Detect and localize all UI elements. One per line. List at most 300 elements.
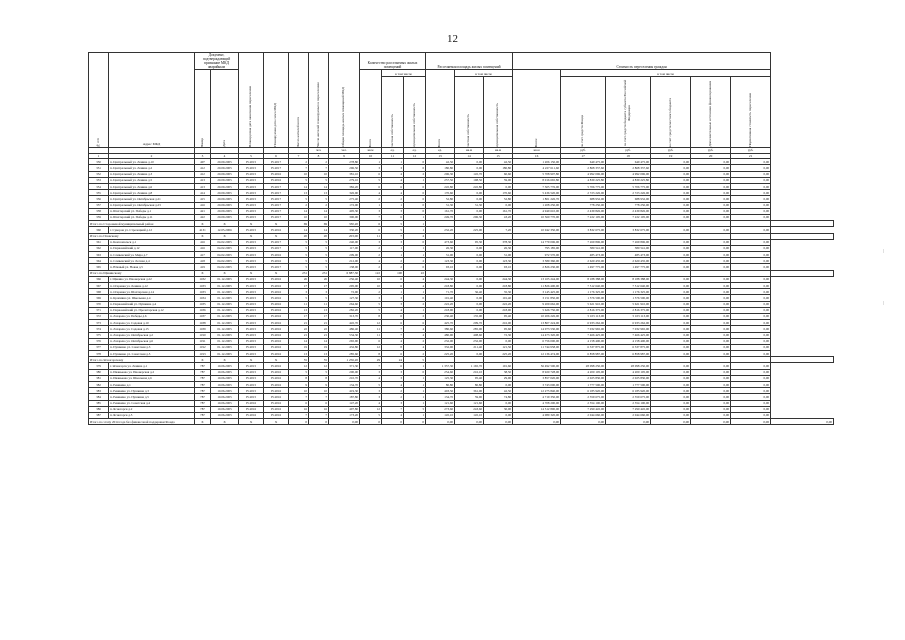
table-cell: IV.2016 [239, 406, 264, 412]
table-cell: 0,00 [731, 252, 771, 258]
table-cell: 14 779 006,00 [513, 239, 561, 245]
table-cell: 20.09.2005 [211, 208, 239, 214]
table-cell: 0,00 [731, 264, 771, 270]
table-cell: 13 [309, 307, 329, 313]
table-cell: 0,00 [691, 227, 731, 233]
table-cell: 3 [309, 289, 329, 295]
address-cell: п. Центральный ул. Октябрьская д.21 [109, 196, 195, 202]
table-cell: 326,90 [329, 190, 360, 196]
table-cell: 12 [360, 406, 382, 412]
table-cell: 2 868 337,60 [606, 165, 651, 171]
address-cell: п. Южный ул. Новая д.5 [109, 264, 195, 270]
table-cell: IV.2015 [239, 245, 264, 251]
table-cell: 2 [404, 338, 426, 344]
table-cell: 9 [289, 382, 309, 388]
table-cell: 6 [289, 400, 309, 406]
table-cell: 0 [360, 419, 382, 425]
table-cell: 10.06.2005 [211, 363, 239, 369]
table-cell: 0,00 [731, 419, 771, 425]
table-cell: 0,00 [651, 332, 691, 338]
table-cell: 6 [382, 320, 404, 326]
address-cell: п. Сливенский ул. Мира д.7 [109, 252, 195, 258]
table-cell: 417 [195, 252, 211, 258]
table-cell: 7 290 445,00 [606, 406, 651, 412]
table-cell: 380 541,00 [561, 245, 606, 251]
table-cell: 0,00 [455, 307, 484, 313]
table-cell: 5 706 775,00 [606, 184, 651, 190]
table-cell: 1 576 500,00 [561, 295, 606, 301]
table-cell: 0,00 [561, 419, 606, 425]
table-cell: 245,80 [426, 184, 455, 190]
table-cell: 4 158 400,00 [606, 338, 651, 344]
table-cell: 12 275 840,00 [513, 388, 561, 394]
table-cell: 12 [360, 344, 382, 350]
table-cell: 358 [89, 208, 109, 214]
table-cell: 497,80 [329, 406, 360, 412]
table-cell: 0,00 [691, 369, 731, 375]
table-cell: 4 [404, 326, 426, 332]
table-cell: 0,00 [771, 419, 834, 425]
address-cell: п. Сливенский ул. Лесная д.4 [109, 258, 195, 264]
table-cell: 2 [360, 289, 382, 295]
table-cell: 1 [382, 159, 404, 165]
table-cell: 380,60 [426, 326, 455, 332]
table-cell: 134,70 [329, 382, 360, 388]
table-cell: 10 [289, 388, 309, 394]
table-cell: 0,00 [651, 394, 691, 400]
table-cell: 42,50 [426, 159, 455, 165]
table-cell: 14 [309, 227, 329, 233]
table-cell: 209,00 [329, 252, 360, 258]
col-cost-total-header: Всего: [513, 70, 561, 148]
grp-rooms-header: Количество расселяемых жилых помещений [360, 53, 426, 70]
table-cell: 0,00 [651, 388, 691, 394]
table-cell: 21 [289, 332, 309, 338]
col-address-header: Адрес МКД [109, 53, 195, 148]
table-cell: 198,50 [455, 177, 484, 183]
table-cell: 0,00 [455, 351, 484, 357]
table-cell: 3 145 425,00 [513, 289, 561, 295]
table-cell: 360 [89, 227, 109, 233]
table-cell: 375 [89, 332, 109, 338]
table-cell: 0,00 [731, 388, 771, 394]
column-number-cell: 3 [195, 153, 211, 159]
table-cell: 13 [309, 190, 329, 196]
table-cell: 2 816 375,00 [606, 307, 651, 313]
table-cell: IV.2015 [239, 190, 264, 196]
table-cell: 7 512 640,00 [606, 283, 651, 289]
table-cell: 4 227 611,60 [513, 165, 561, 171]
table-cell: 0,00 [691, 351, 731, 357]
table-cell [771, 357, 834, 363]
address-cell: п. Ясногорск д.2 [109, 406, 195, 412]
table-cell: 14 [289, 227, 309, 233]
table-cell: 232,00 [426, 338, 455, 344]
table-cell: 72,90 [329, 289, 360, 295]
table-cell: 0,00 [731, 412, 771, 418]
table-cell: 22 [309, 326, 329, 332]
table-cell: 1 [382, 245, 404, 251]
table-cell: IV.2016 [264, 363, 289, 369]
table-cell: 256,40 [329, 276, 360, 282]
table-cell: 0,00 [455, 419, 484, 425]
table-cell: 480,90 [426, 332, 455, 338]
table-cell: X [239, 357, 264, 363]
table-cell: 1 497 775,00 [606, 264, 651, 270]
table-cell: 7 [360, 214, 382, 220]
table-cell: 26,30 [426, 245, 455, 251]
table-cell: 0,00 [731, 313, 771, 319]
address-cell: п. Пушкино ул. Советская д.5 [109, 351, 195, 357]
table-cell: 10 [289, 171, 309, 177]
col-cost-budget-header: за счет средств бюджета субъекта Российской Федерации [606, 77, 651, 148]
table-cell: 26,30 [484, 245, 513, 251]
table-cell: 4 089 320,00 [513, 412, 561, 418]
table-cell: 5 [289, 369, 309, 375]
table-cell: 0,00 [455, 295, 484, 301]
table-cell: IV.2017 [264, 264, 289, 270]
table-cell: 372 [89, 313, 109, 319]
table-cell: 385 [89, 400, 109, 406]
table-cell: 2 816 375,00 [561, 307, 606, 313]
margin-mark: | [883, 248, 884, 253]
table-cell: 3 [382, 375, 404, 381]
table-cell: 10 560 770,00 [513, 214, 561, 220]
table-cell: 95,30 [455, 239, 484, 245]
table-cell: 93,10 [426, 264, 455, 270]
table-cell: 0,00 [691, 202, 731, 208]
table-cell: 0,00 [651, 171, 691, 177]
table-cell: 01.12.2005 [211, 301, 239, 307]
column-number-cell: 10 [360, 153, 382, 159]
table-cell: 1 [404, 289, 426, 295]
table-cell: 0,00 [691, 382, 731, 388]
table-cell: 20.09.2005 [211, 214, 239, 220]
table-cell: 387 [89, 412, 109, 418]
table-cell: 2 [382, 258, 404, 264]
table-cell: X [195, 233, 211, 239]
table-cell: 352 [89, 171, 109, 177]
table-cell: IV.2015 [239, 184, 264, 190]
address-cell: г. Суворов ул. Стрелецкий д.12 [109, 227, 195, 233]
table-cell: 0,00 [651, 419, 691, 425]
col-plan-demolish-header: Планируемая дата сноса МКД [264, 53, 289, 148]
table-cell: 101,40 [484, 295, 513, 301]
table-cell: 4 [404, 283, 426, 289]
table-cell: IV.2015 [239, 227, 264, 233]
table-cell: 412 [195, 171, 211, 177]
table-cell: 1191 [195, 338, 211, 344]
resettlement-table-sheet [88, 52, 834, 425]
table-cell: 2 [360, 252, 382, 258]
table-cell: 1 [404, 382, 426, 388]
table-cell: X [195, 270, 211, 276]
table-cell: 3 832 675,00 [561, 227, 606, 233]
table-cell: 4 719 350,00 [513, 394, 561, 400]
table-cell: 0,00 [731, 245, 771, 251]
table-cell: 0,00 [651, 351, 691, 357]
grp-cost-header: Стоимость переселения граждан [513, 53, 771, 70]
table-cell: IV.2015 [239, 239, 264, 245]
table-cell: 127,30 [329, 295, 360, 301]
table-cell: 5 626 750,00 [513, 307, 561, 313]
col-area-header: Общая площадь жилых помещений МКД [329, 53, 360, 148]
table-cell: 0 [404, 202, 426, 208]
table-cell: 2 620 435,00 [606, 258, 651, 264]
table-cell: 296,50 [329, 165, 360, 171]
table-cell: 1 176 325,00 [561, 289, 606, 295]
table-cell: 0 [404, 196, 426, 202]
table-cell: 282,20 [329, 307, 360, 313]
table-cell: 147,20 [329, 400, 360, 406]
table-cell: 0,00 [731, 239, 771, 245]
table-cell: 30,00 [484, 406, 513, 412]
table-cell: 386 [89, 406, 109, 412]
table-cell: 273,60 [426, 406, 455, 412]
table-cell: 414 [195, 190, 211, 196]
table-cell: 383 [89, 388, 109, 394]
table-cell: 425,70 [426, 320, 455, 326]
table-cell: 10 [360, 276, 382, 282]
table-cell: 4 839 225,80 [561, 177, 606, 183]
table-cell: 0,00 [651, 245, 691, 251]
table-cell: 4 158 400,00 [561, 338, 606, 344]
table-cell: 2 [382, 394, 404, 400]
table-cell: 6 [382, 184, 404, 190]
table-cell: X [211, 270, 239, 276]
table-cell: 7 512 640,00 [561, 283, 606, 289]
table-cell: 11 826 400,00 [513, 283, 561, 289]
table-cell: IV.2015 [239, 394, 264, 400]
table-cell: 29,90 [484, 375, 513, 381]
table-cell: 209,70 [455, 320, 484, 326]
table-cell: IV.2015 [239, 252, 264, 258]
table-cell: 787 [195, 375, 211, 381]
unit-cell: руб. [651, 148, 691, 154]
table-cell: 2 [382, 388, 404, 394]
col-rooms-private-header: частная собственность [382, 77, 404, 148]
table-cell: 363 [89, 252, 109, 258]
margin-mark: | [883, 300, 884, 305]
table-cell: X [239, 270, 264, 276]
column-number-cell: 5 [239, 153, 264, 159]
table-cell: 74,80 [484, 394, 513, 400]
table-cell: X [264, 357, 289, 363]
table-cell: 330,20 [329, 227, 360, 233]
table-cell: 231 [309, 270, 329, 276]
table-cell: 0,00 [731, 363, 771, 369]
table-cell: 16 [309, 406, 329, 412]
table-cell: 1 [404, 214, 426, 220]
table-cell: 787 [195, 412, 211, 418]
table-cell: 4 [382, 412, 404, 418]
table-cell: X [211, 357, 239, 363]
table-cell: 0,00 [651, 190, 691, 196]
table-cell: 2 [360, 264, 382, 270]
table-cell: 3 [360, 388, 382, 394]
table-cell: 9 209 662,00 [513, 301, 561, 307]
table-cell: 6 337 875,00 [561, 344, 606, 350]
table-cell: IV.2016 [264, 406, 289, 412]
table-cell: 0,00 [651, 375, 691, 381]
table-cell: 413 [195, 184, 211, 190]
table-cell: 0,00 [651, 313, 691, 319]
table-cell: 0,00 [731, 307, 771, 313]
unit-cell: чел. [329, 148, 360, 154]
table-cell: 11 [309, 301, 329, 307]
table-cell: 1 576 500,00 [606, 295, 651, 301]
table-cell: 0,00 [455, 208, 484, 214]
table-cell: 7 269 806,00 [561, 239, 606, 245]
table-cell: 3 857 020,00 [513, 375, 561, 381]
address-cell: п. Лазарево ул. Садовая д.15 [109, 326, 195, 332]
table-cell: 2 826 230,00 [513, 264, 561, 270]
table-cell: 5 621 910,00 [606, 301, 651, 307]
table-cell: 218,90 [426, 307, 455, 313]
table-cell: 0,00 [731, 375, 771, 381]
table-cell: IV.2015 [239, 344, 264, 350]
table-cell: 0,00 [691, 276, 731, 282]
table-cell: 0,00 [484, 412, 513, 418]
table-cell: 0,00 [651, 165, 691, 171]
table-cell: 14 [309, 184, 329, 190]
table-cell: 3 [360, 165, 382, 171]
table-cell: IV.2016 [264, 375, 289, 381]
table-cell: 0,00 [691, 326, 731, 332]
table-cell: 172,00 [329, 202, 360, 208]
table-cell: 369 [89, 295, 109, 301]
table-cell: 0,00 [691, 208, 731, 214]
table-cell: 10.06.2005 [211, 375, 239, 381]
unit-cell: руб. [561, 148, 606, 154]
table-cell: 350 [89, 159, 109, 165]
table-cell: IV.2015 [239, 375, 264, 381]
table-cell: 419,30 [329, 388, 360, 394]
table-cell: 6 [360, 171, 382, 177]
table-cell: 5 [309, 177, 329, 183]
column-number-cell: 19 [651, 153, 691, 159]
table-cell: 161,70 [484, 208, 513, 214]
table-cell: 7 [289, 165, 309, 171]
table-cell: X [211, 221, 239, 227]
table-cell: 421 [195, 208, 211, 214]
table-cell: 4 [360, 190, 382, 196]
table-cell: 5 103 113,00 [561, 313, 606, 319]
table-cell: 19 [309, 344, 329, 350]
table-cell: 1 [382, 289, 404, 295]
unit-cell: кв.м [455, 148, 484, 154]
table-cell: 31,00 [484, 252, 513, 258]
table-cell: 1 [382, 252, 404, 258]
address-cell: г. Ясногорск ул. Ленина д.1 [109, 363, 195, 369]
table-cell: X [211, 233, 239, 239]
table-cell: 0,00 [691, 344, 731, 350]
table-cell: 445,70 [329, 320, 360, 326]
table-cell: 0,00 [731, 202, 771, 208]
table-cell: IV.2016 [264, 289, 289, 295]
column-number-cell: 16 [513, 153, 561, 159]
table-cell: 1 [404, 221, 426, 227]
table-cell: 416 [195, 202, 211, 208]
table-cell: 366 [89, 276, 109, 282]
table-cell: 55 [289, 357, 309, 363]
table-cell: 04.02.2005 [211, 258, 239, 264]
table-cell: IV.2017 [264, 245, 289, 251]
table-cell: 5 103 113,00 [606, 313, 651, 319]
unit-cell: руб. [691, 148, 731, 154]
table-cell: 0,00 [691, 289, 731, 295]
table-cell: 0,00 [731, 301, 771, 307]
table-cell: 04.02.2005 [211, 239, 239, 245]
table-cell: 6 [360, 184, 382, 190]
table-cell: 210,70 [329, 375, 360, 381]
table-cell: 14 [309, 338, 329, 344]
table-cell: 13 [289, 351, 309, 357]
table-cell: 7 [360, 363, 382, 369]
table-cell: 180,80 [426, 165, 455, 171]
table-cell: 2 [289, 202, 309, 208]
table-cell: 8 [360, 313, 382, 319]
table-cell: 380 [89, 369, 109, 375]
table-cell: IV.2015 [239, 177, 264, 183]
table-cell: 0,00 [691, 388, 731, 394]
table-cell: 0,00 [691, 239, 731, 245]
table-cell: 31,30 [455, 202, 484, 208]
table-cell: 2 [360, 196, 382, 202]
table-cell: 1 [404, 307, 426, 313]
column-number-cell: 4 [211, 153, 239, 159]
table-cell: 230,40 [426, 313, 455, 319]
unit-cell: кв.м [484, 148, 513, 154]
table-cell: 2 [404, 313, 426, 319]
table-cell: 0,00 [426, 419, 455, 425]
table-cell: 0,00 [329, 419, 360, 425]
table-cell: 4131 [195, 227, 211, 233]
address-cell: п. Первомайский д.12 [109, 245, 195, 251]
table-cell: IV.2015 [239, 388, 264, 394]
table-cell: 5 [289, 295, 309, 301]
table-cell: 0,00 [651, 338, 691, 344]
table-cell: 7 [382, 406, 404, 412]
table-cell: 225,00 [455, 227, 484, 233]
table-cell: IV.2016 [264, 332, 289, 338]
table-cell: 413 [195, 177, 211, 183]
table-cell: 0,00 [455, 252, 484, 258]
table-cell: 412 [195, 165, 211, 171]
table-cell: 5 [360, 412, 382, 418]
table-cell: 20.09.2005 [211, 159, 239, 165]
table-cell: 0,00 [455, 245, 484, 251]
table-cell: 4 992 096,00 [606, 171, 651, 177]
table-cell: 0 [404, 264, 426, 270]
table-cell: 2 359 675,00 [606, 394, 651, 400]
table-cell: 649 475,00 [606, 159, 651, 165]
table-cell: 0,00 [651, 258, 691, 264]
address-cell: п. Крапивна ул. Школьная д.4 [109, 295, 195, 301]
table-cell: 5 [289, 245, 309, 251]
page-number: 12 [447, 33, 458, 45]
table-cell: 1183 [195, 289, 211, 295]
table-cell: 0,00 [731, 394, 771, 400]
table-cell: 972 570,00 [513, 252, 561, 258]
table-cell: 361,00 [455, 388, 484, 394]
table-cell: 0,00 [651, 264, 691, 270]
table-cell: 3 [382, 295, 404, 301]
table-cell: 20 [289, 233, 309, 239]
table-cell: 95,40 [455, 375, 484, 381]
table-cell: 7 222 105,00 [561, 214, 606, 220]
address-cell: п. Лазарево ул. Октябрьская д.2 [109, 332, 195, 338]
